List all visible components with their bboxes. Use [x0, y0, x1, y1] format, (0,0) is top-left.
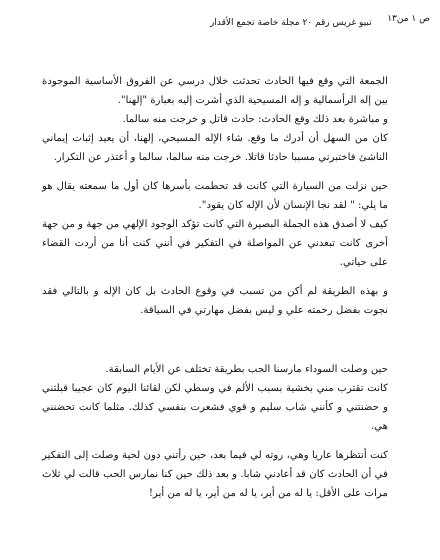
- paragraph: الجمعة التي وقع فيها الحادث تحدثت خلال درسي عن الفروق الأساسية الموجودة بين إله الرأسمالية و إله المسيحية الذي أشرت إليه بعبارة "إلهنا".: [42, 76, 388, 106]
- paragraph: و بهذه الطريقة لم أكن من تسبب في وقوع الحادث بل كان الإله و بالتالي فقد نجوت بفضل رحمته علي و ليس بفضل مهارتي في السياقة.: [42, 286, 388, 316]
- paragraph: حين وصلت السوداء مارسنا الحب بطريقة تختلف عن الأيام السابقة.: [105, 364, 388, 375]
- paragraph: كانت تقترب مني بخشية بسبب الألم في وسطي لكن لقائنا اليوم كان عجيبا قبلتني و حضنتني و كأنني شاب سليم و قوي فشعرت بنفسي كذلك. مثلما كانت تحضنني هي.: [42, 383, 388, 432]
- paragraph: كيف لا أصدق هذه الجملة البصيرة التي كانت تؤكد الوجود الإلهي من جهة و من جهة أخرى كانت تبعدني عن المواصلة في التفكير في أنني كنت أنا من أردت القضاء على حياتي.: [42, 219, 388, 268]
- document-body: [42, 72, 388, 503]
- page-number: ص ١ من١٣: [387, 14, 430, 24]
- paragraph: كان من السهل أن أدرك ما وقع. شاء الإله المسيحي، إلهنا، أن يعيد إثبات إيماني الناشئ فاختبرني مسببا حادثا قاتلا. خرجت منه سالما، سالما و أعتذر عن التكرار.: [42, 133, 388, 163]
- series-title: تبيو غريس رقم ٢٠ مجلة خاصة تجمع الأقدار: [210, 18, 372, 28]
- paragraph: و مباشرة بعد ذلك وقع الحادث: حادث قاتل و خرجت منه سالما.: [122, 114, 388, 125]
- paragraph: حين نزلت من السيارة التي كانت قد تحطمت بأسرها كان أول ما سمعته يقال هو ما يلي: " لقد نجا الإنسان لأن الإله كان يقود".: [42, 181, 388, 211]
- paragraph: كنت أنتظرها عاريا وهي، روته لي فيما بعد، حين رأتني دون لحية وصلت إلى التفكير في أن الحادث كان قد أعادني شابا. و بعد ذلك حين كنا نمارس الحب قالت لي ثلاث مرات على الأقل: يا له من أير، يا له من أير، يا له من أير!: [42, 450, 388, 499]
- page-header: [0, 8, 440, 28]
